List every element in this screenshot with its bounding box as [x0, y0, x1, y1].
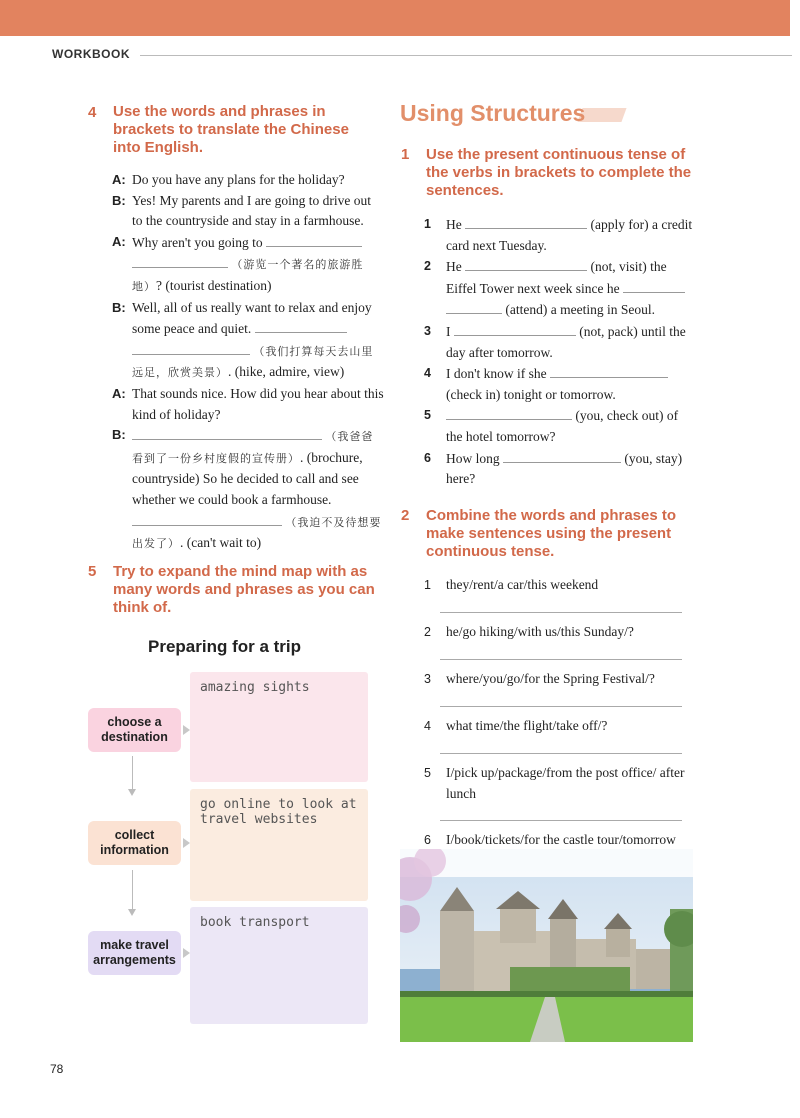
us-ex1-number: 1	[401, 146, 410, 163]
dialogue-text: Well, all of us really want to relax and enjoy some peace and quiet. （我们打算每天去山里远足，欣赏美景）. (hike, admire, view)	[132, 299, 374, 380]
answer-line[interactable]	[440, 706, 682, 707]
exercise-item: 3 I (not, pack) until the day after tomorrow.	[424, 321, 694, 363]
us-ex1-items	[424, 214, 694, 490]
header-rule	[140, 55, 792, 56]
answer-line[interactable]	[440, 612, 682, 613]
speaker-label: B:	[112, 192, 126, 208]
arrow-down-icon	[132, 756, 133, 790]
dialogue-text: （我爸爸看到了一份乡村度假的宣传册）. (brochure, countryside) So he decided to call and see whether we could book a farmhouse. （我迫不及待想要出发了）. (can't wait to)	[132, 425, 384, 555]
answer-blank[interactable]	[255, 318, 347, 333]
answer-blank[interactable]	[465, 256, 587, 271]
workbook-label: WORKBOOK	[52, 47, 130, 61]
arrow-down-icon	[132, 870, 133, 910]
answer-blank[interactable]	[503, 448, 621, 463]
answer-blank[interactable]	[266, 232, 362, 247]
mind-map-node: choose a destination	[88, 708, 181, 752]
ex5-number: 5	[88, 563, 97, 580]
exercise-item: 3 where/you/go/for the Spring Festival/?	[424, 671, 655, 686]
chinese-prompt: （游览一个著名的旅游胜地）	[132, 259, 364, 293]
dialogue-line	[112, 298, 384, 384]
mind-map-title: Preparing for a trip	[148, 637, 302, 656]
exercise-item: 1 they/rent/a car/this weekend	[424, 577, 599, 592]
exercise-item: 1 He (apply for) a credit card next Tuesday.	[424, 214, 694, 256]
answer-blank[interactable]	[446, 299, 502, 314]
answer-blank[interactable]	[465, 214, 587, 229]
us-ex1-instruction: Use the present continuous tense of the verbs in brackets to complete the sentences.	[426, 146, 692, 199]
exercise-item: 5 (you, check out) of the hotel tomorrow?	[424, 405, 694, 447]
mind-map-node: collect information	[88, 821, 181, 865]
note-text: amazing sights	[200, 680, 310, 695]
dialogue-line	[112, 425, 384, 555]
dialogue-line	[112, 384, 384, 425]
page-number: 78	[50, 1062, 64, 1076]
exercise-item: 2 he/go hiking/with us/this Sunday/?	[424, 624, 634, 639]
dialogue-line	[112, 170, 384, 191]
answer-blank[interactable]	[132, 511, 282, 526]
us-ex2-instruction: Combine the words and phrases to make sentences using the present continuous tense.	[426, 507, 677, 560]
castle-photo	[400, 849, 693, 1042]
dialogue-text: That sounds nice. How did you hear about this kind of holiday?	[132, 385, 384, 422]
chinese-prompt: （我迫不及待想要出发了）	[132, 516, 382, 551]
speaker-label: A:	[112, 385, 126, 401]
answer-blank[interactable]	[623, 278, 685, 293]
dialogue-text: Yes! My parents and I are going to drive out to the countryside and stay in a farmhouse.	[132, 192, 371, 229]
dialogue-text: Do you have any plans for the holiday?	[132, 172, 345, 187]
mind-map-note-box[interactable]	[190, 672, 368, 782]
exercise-item: 2 He (not, visit) the Eiffel Tower next week since he (attend) a meeting in Seoul.	[424, 256, 694, 321]
answer-blank[interactable]	[446, 405, 572, 420]
speaker-label: B:	[112, 427, 126, 443]
speaker-label: A:	[112, 233, 126, 249]
dialogue-line	[112, 232, 384, 298]
mind-map-note-box[interactable]	[190, 789, 368, 901]
mind-map-note-box[interactable]	[190, 907, 368, 1024]
exercise-item: 4 I don't know if she (check in) tonight or tomorrow.	[424, 363, 694, 405]
ex5-instruction: Try to expand the mind map with as many words and phrases as you can think of.	[113, 563, 375, 616]
ex4-number: 4	[88, 104, 97, 121]
exercise-item: 6 How long (you, stay) here?	[424, 448, 694, 490]
dialogue-text: Why aren't you going to （游览一个著名的旅游胜地）? (tourist destination)	[132, 232, 384, 298]
note-text: book transport	[200, 915, 310, 930]
answer-blank[interactable]	[132, 253, 228, 268]
mind-map-node: make travel arrangements	[88, 931, 181, 975]
speaker-label: A:	[112, 172, 126, 187]
answer-blank[interactable]	[550, 363, 668, 378]
ex4-instruction: Use the words and phrases in brackets to translate the Chinese into English.	[113, 103, 349, 156]
chinese-prompt: （我们打算每天去山里远足，欣赏美景）	[132, 345, 374, 380]
answer-line[interactable]	[440, 659, 682, 660]
note-text: go online to look at travel websites	[200, 797, 357, 827]
exercise-item: 6 I/book/tickets/for the castle tour/tomorrow	[424, 832, 676, 847]
section-title: Using Structures	[400, 100, 586, 126]
chinese-prompt: （我爸爸看到了一份乡村度假的宣传册）	[132, 431, 374, 465]
answer-line[interactable]	[440, 820, 682, 821]
top-color-bar	[0, 0, 790, 36]
exercise-item: 4 what time/the flight/take off/?	[424, 718, 608, 733]
speaker-label: B:	[112, 299, 126, 315]
exercise-item: 5 I/pick up/package/from the post office/ after lunch	[424, 765, 685, 801]
us-ex2-number: 2	[401, 507, 410, 524]
answer-blank[interactable]	[454, 321, 576, 336]
answer-blank[interactable]	[132, 425, 322, 440]
answer-blank[interactable]	[132, 340, 250, 355]
dialogue-line	[112, 191, 384, 232]
answer-line[interactable]	[440, 753, 682, 754]
ex4-dialogue	[112, 170, 384, 555]
